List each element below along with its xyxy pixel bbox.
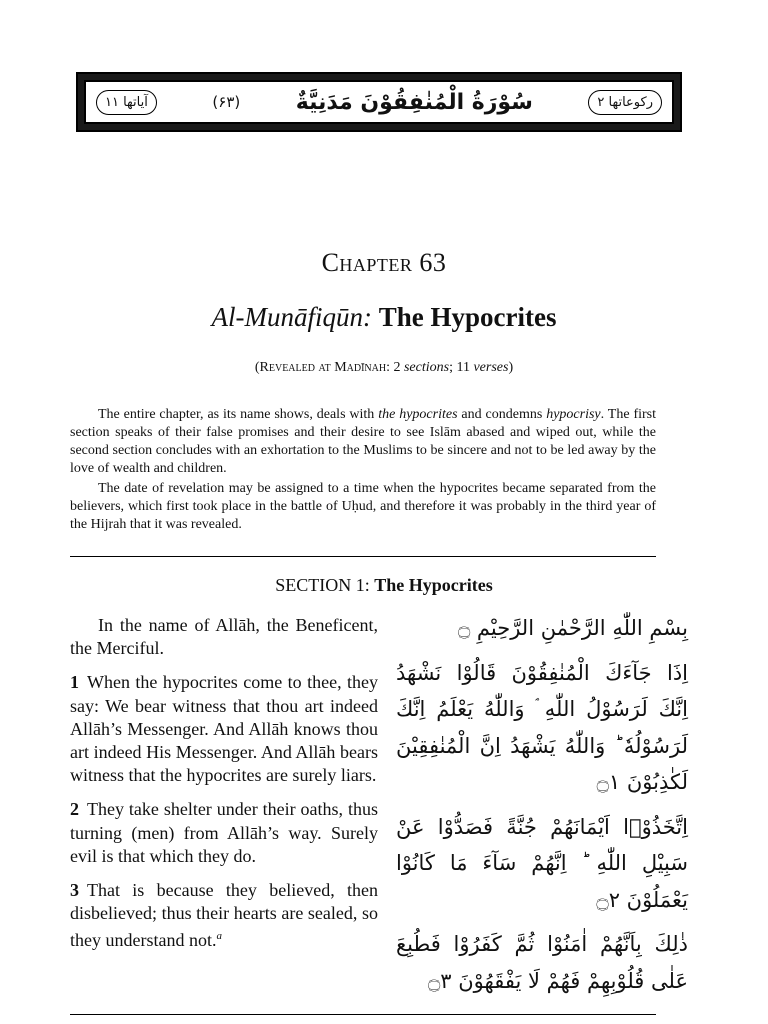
section-count: : 2 bbox=[386, 360, 404, 375]
banner-frame bbox=[84, 80, 674, 124]
verse-number: 2 bbox=[70, 799, 79, 820]
verses-word: verses bbox=[473, 360, 509, 375]
sections-word: sections bbox=[403, 360, 450, 375]
verse-count: ; 11 bbox=[449, 360, 474, 375]
verse-1 bbox=[70, 671, 378, 787]
arabic-text bbox=[396, 610, 688, 1007]
chapter-number: Chapter 63 bbox=[321, 248, 447, 277]
surah-arabic-title: سُوْرَةُ الْمُنٰفِقُوْنَ مَدَنِيَّةٌ bbox=[295, 89, 533, 115]
divider-rule bbox=[70, 556, 656, 557]
paren-close: ) bbox=[508, 360, 514, 375]
verse-count-cartouche: آیاتها ۱۱ bbox=[96, 90, 157, 115]
footer-rule bbox=[70, 1014, 656, 1015]
footnote-marker: a bbox=[216, 930, 222, 943]
bismillah-english: In the name of Allāh, the Beneficent, the Merciful. bbox=[70, 615, 378, 659]
surah-number: (۶۳) bbox=[212, 93, 241, 111]
section-title: The Hypocrites bbox=[374, 575, 493, 595]
section-label: SECTION 1: bbox=[275, 575, 370, 595]
arabic-verse-1: اِذَا جَآءَكَ الْمُنٰفِقُوْنَ قَالُوْا نَشْهَدُ اِنَّكَ لَرَسُوْلُ اللّٰهِ ۘ وَاللّٰهُ يَعْلَمُ اِنَّكَ لَرَسُوْلُهٗ ؕ وَاللّٰهُ يَشْهَدُ اِنَّ الْمُنٰفِقِيْنَ لَكٰذِبُوْنَ ۝١ bbox=[396, 660, 688, 794]
verse-text: That is because they believed, then disbelieved; thus their hearts are sealed, so they understand not. bbox=[70, 880, 378, 951]
section-count-cartouche: رکوعاتها ۲ bbox=[588, 90, 662, 115]
verse-2 bbox=[70, 798, 378, 868]
intro-text: . The first section speaks of their false promises and their desire to see Islām abased and wiped out, while the second section concludes with an exhortation to the Muslims to be sincere and not to be led away by the love of wealth and children. bbox=[70, 407, 656, 476]
verse-number: 1 bbox=[70, 672, 79, 693]
english-translation bbox=[70, 614, 378, 964]
arabic-verse-2: اِتَّخَذُوْۤا اَيْمَانَهُمْ جُنَّةً فَصَدُّوْا عَنْ سَبِيْلِ اللّٰهِ ؕ اِنَّهُمْ سَآءَ مَا كَانُوْا يَعْمَلُوْنَ ۝٢ bbox=[396, 814, 688, 912]
intro-text: The entire chapter, as its name shows, deals with bbox=[98, 407, 379, 422]
paren-open: ( bbox=[254, 360, 260, 375]
intro-emphasis: the hypocrites bbox=[378, 407, 458, 422]
verse-text: When the hypocrites come to thee, they say: We bear witness that thou art indeed Allāh’s Messenger. And Allāh knows thou art indeed His Messenger. And Allāh bears witness that the hypocrites are surely liars. bbox=[70, 672, 378, 786]
chapter-title bbox=[0, 302, 768, 333]
intro-paragraph-2: The date of revelation may be assigned to a time when the hypocrites became separated from the believers, which first took place in the battle of Uḥud, and therefore it was probably in the third year of the Hijrah that it was revealed. bbox=[70, 481, 656, 532]
section-heading bbox=[0, 575, 768, 596]
chapter-title-english: The Hypocrites bbox=[378, 302, 557, 332]
arabic-verse-3: ذٰلِكَ بِاَنَّهُمْ اٰمَنُوْا ثُمَّ كَفَرُوْا فَطُبِعَ عَلٰى قُلُوْبِهِمْ فَهُمْ لَا يَفْقَهُوْنَ ۝٣ bbox=[396, 932, 688, 993]
revelation-place: Revealed at Madīnah bbox=[259, 360, 387, 375]
intro-text: and condemns bbox=[457, 407, 547, 422]
verse-3 bbox=[70, 879, 378, 953]
verse-text: They take shelter under their oaths, thus turning (men) from Allāh’s way. Surely evil is that which they do. bbox=[70, 799, 378, 866]
chapter-introduction bbox=[70, 406, 656, 536]
bismillah-arabic: بِسْمِ اللّٰهِ الرَّحْمٰنِ الرَّحِيْمِ ۝ bbox=[457, 616, 688, 640]
intro-paragraph-1 bbox=[70, 406, 656, 478]
intro-emphasis: hypocrisy bbox=[546, 407, 601, 422]
surah-header-banner bbox=[76, 72, 682, 132]
chapter-title-transliteration: Al-Munāfiqūn: bbox=[211, 302, 372, 332]
verse-number: 3 bbox=[70, 880, 79, 901]
revelation-info bbox=[0, 360, 768, 376]
